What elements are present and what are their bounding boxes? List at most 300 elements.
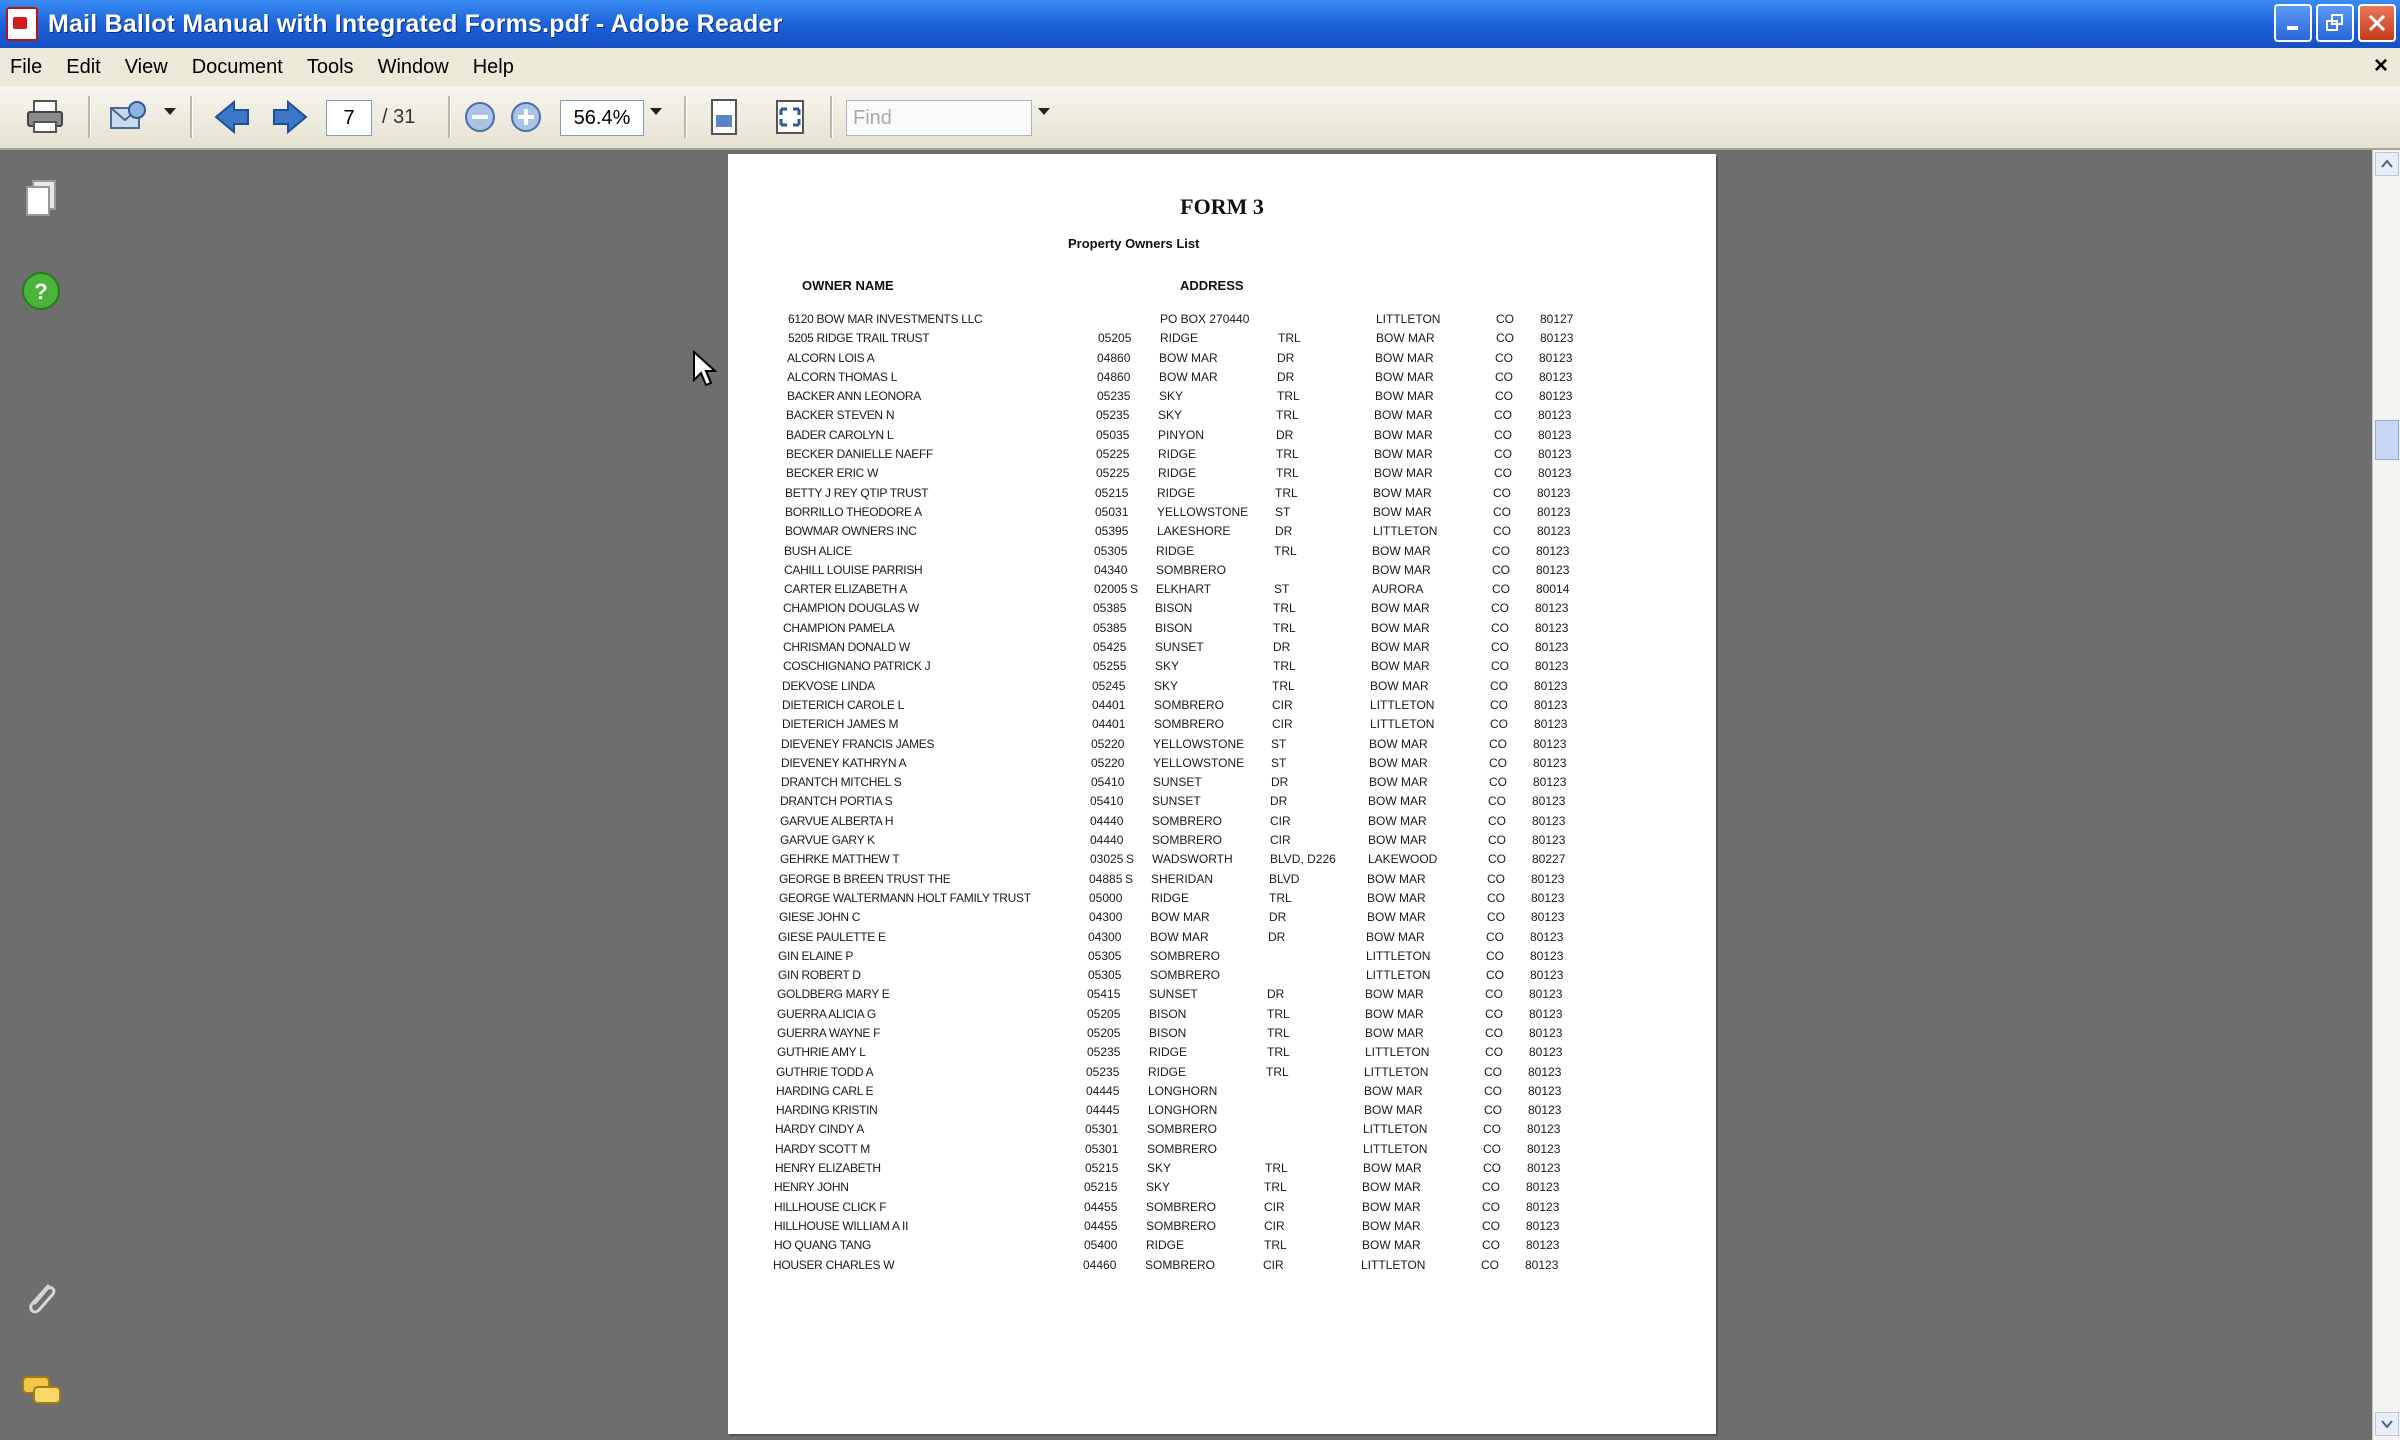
owner-sfx-cell: DR [1268, 929, 1286, 944]
owner-sfx-cell: ST [1271, 736, 1287, 751]
owner-sfx-cell: TRL [1264, 1238, 1287, 1253]
owner-name-cell: BOWMAR OWNERS INC [785, 524, 917, 539]
owner-st-cell: CO [1487, 871, 1505, 886]
owner-num-cell: 05235 [1097, 389, 1131, 404]
owner-st-cell: CO [1487, 910, 1505, 925]
owner-row [783, 621, 1688, 640]
owner-name-cell: GUERRA WAYNE F [777, 1025, 881, 1040]
owner-dir-cell: S [1125, 871, 1134, 886]
owner-sfx-cell: TRL [1274, 543, 1297, 558]
owner-street-cell: YELLOWSTONE [1153, 755, 1245, 770]
owner-row [781, 756, 1688, 775]
owner-name-cell: GIN ELAINE P [778, 948, 854, 963]
owner-st-cell: CO [1493, 524, 1511, 539]
owner-street-cell: LONGHORN [1148, 1103, 1218, 1118]
owner-street-cell: SOMBRERO [1156, 562, 1227, 577]
owner-street-cell: SOMBRERO [1146, 1199, 1217, 1214]
toolbar-separator [684, 96, 687, 138]
owner-city-cell: BOW MAR [1374, 408, 1433, 423]
toolbar-separator [88, 96, 91, 138]
owner-row [785, 524, 1688, 543]
owner-city-cell: BOW MAR [1365, 1006, 1424, 1021]
owner-num-cell: 03025 [1090, 852, 1124, 867]
owner-sfx-cell: ST [1275, 504, 1291, 519]
fit-width-button[interactable] [768, 96, 812, 138]
owner-street-cell: LAKESHORE [1157, 524, 1231, 539]
owner-zip-cell: 80123 [1539, 369, 1573, 384]
owner-st-cell: CO [1490, 678, 1508, 693]
zoom-in-button[interactable] [506, 96, 546, 138]
next-page-icon [270, 98, 310, 136]
pages-panel-button[interactable] [20, 178, 62, 220]
owner-row [786, 428, 1688, 447]
attachments-panel-button[interactable] [20, 1278, 62, 1320]
owner-zip-cell: 80123 [1537, 504, 1571, 519]
owner-st-cell: CO [1488, 794, 1506, 809]
owner-st-cell: CO [1489, 755, 1507, 770]
owner-st-cell: CO [1489, 775, 1507, 790]
owner-name-cell: GEHRKE MATTHEW T [780, 852, 900, 867]
owner-street-cell: SOMBRERO [1150, 968, 1221, 983]
owner-sfx-cell: BLVD [1269, 871, 1300, 886]
owner-sfx-cell: TRL [1276, 466, 1299, 481]
owner-row [776, 1103, 1688, 1122]
owner-row [783, 601, 1688, 620]
owner-street-cell: RIDGE [1148, 1064, 1187, 1079]
owner-street-cell: SOMBRERO [1145, 1257, 1216, 1272]
owner-zip-cell: 80123 [1536, 543, 1570, 558]
find-dropdown-arrow[interactable] [1038, 108, 1050, 115]
owner-name-cell: COSCHIGNANO PATRICK J [783, 659, 931, 674]
zoom-level-input[interactable]: 56.4% [560, 100, 644, 136]
owner-num-cell: 05400 [1084, 1238, 1118, 1253]
owner-zip-cell: 80123 [1537, 524, 1571, 539]
scroll-thumb[interactable] [2375, 420, 2399, 460]
owner-zip-cell: 80123 [1526, 1199, 1560, 1214]
vertical-scrollbar[interactable] [2372, 150, 2400, 1440]
owner-row [773, 1258, 1688, 1277]
owner-city-cell: BOW MAR [1368, 833, 1427, 848]
owner-street-cell: BOW MAR [1159, 350, 1218, 365]
owner-sfx-cell: CIR [1270, 813, 1291, 828]
owner-st-cell: CO [1483, 1161, 1501, 1176]
owner-street-cell: YELLOWSTONE [1157, 504, 1249, 519]
help-panel-button[interactable] [20, 270, 62, 312]
owner-city-cell: BOW MAR [1375, 350, 1434, 365]
owner-num-cell: 04460 [1083, 1257, 1117, 1272]
owner-street-cell: RIDGE [1146, 1238, 1185, 1253]
owner-city-cell: BOW MAR [1362, 1199, 1421, 1214]
previous-page-button[interactable] [210, 96, 254, 138]
owner-st-cell: CO [1490, 697, 1508, 712]
owner-st-cell: CO [1496, 331, 1514, 346]
owner-num-cell: 04300 [1089, 910, 1123, 925]
owner-street-cell: WADSWORTH [1152, 852, 1233, 867]
owner-num-cell: 04401 [1092, 717, 1126, 732]
owner-st-cell: CO [1495, 389, 1513, 404]
owner-street-cell: BOW MAR [1159, 369, 1218, 384]
menu-file[interactable]: File [10, 55, 43, 78]
owner-name-cell: GIN ROBERT D [778, 968, 861, 983]
owner-zip-cell: 80123 [1530, 968, 1564, 983]
owner-city-cell: BOW MAR [1364, 1103, 1423, 1118]
owner-city-cell: BOW MAR [1371, 601, 1430, 616]
owner-num-cell: 04455 [1084, 1218, 1118, 1233]
owner-name-cell: BECKER DANIELLE NAEFF [786, 447, 934, 462]
owner-st-cell: CO [1494, 408, 1512, 423]
toolbar [0, 86, 2400, 150]
owner-num-cell: 04860 [1097, 350, 1131, 365]
minimize-button[interactable] [2274, 4, 2312, 42]
owner-st-cell: CO [1485, 1006, 1503, 1021]
owner-city-cell: LITTLETON [1365, 1045, 1430, 1060]
menu-document[interactable]: Document [191, 55, 283, 78]
owner-city-cell: BOW MAR [1373, 504, 1432, 519]
owner-num-cell: 05395 [1095, 524, 1129, 539]
owner-name-cell: HARDY CINDY A [775, 1122, 865, 1137]
close-button[interactable] [2358, 4, 2396, 42]
owner-num-cell: 04440 [1090, 833, 1124, 848]
owner-sfx-cell: BLVD, D226 [1270, 852, 1336, 867]
document-close-button[interactable]: × [2373, 52, 2388, 79]
owner-city-cell: AURORA [1372, 582, 1424, 597]
owner-name-cell: HENRY ELIZABETH [775, 1161, 881, 1176]
zoom-out-button[interactable] [460, 96, 500, 138]
zoom-in-icon [508, 99, 544, 135]
owner-row [786, 466, 1688, 485]
owner-st-cell: CO [1485, 1045, 1503, 1060]
zoom-out-icon [462, 99, 498, 135]
owner-sfx-cell: TRL [1267, 1006, 1290, 1021]
owner-row [780, 852, 1688, 871]
owner-st-cell: CO [1488, 833, 1506, 848]
owner-name-cell: BETTY J REY QTIP TRUST [785, 485, 929, 500]
owner-name-cell: DIEVENEY FRANCIS JAMES [781, 736, 935, 751]
owner-num-cell: 05220 [1091, 755, 1125, 770]
email-button[interactable] [106, 96, 154, 138]
owner-sfx-cell: TRL [1267, 1045, 1290, 1060]
owner-row [777, 987, 1688, 1006]
scroll-up-button[interactable] [2375, 152, 2399, 176]
page-number-input[interactable]: 7 [326, 100, 372, 136]
owner-num-cell: 04300 [1088, 929, 1122, 944]
prev-page-icon [212, 98, 252, 136]
owner-row [785, 486, 1688, 505]
owner-city-cell: BOW MAR [1367, 871, 1426, 886]
owner-zip-cell: 80123 [1533, 775, 1567, 790]
owner-street-cell: BISON [1155, 620, 1193, 635]
menu-bar [0, 48, 2400, 87]
owner-row [787, 389, 1688, 408]
owner-city-cell: LITTLETON [1370, 697, 1435, 712]
print-icon [24, 98, 66, 136]
owner-st-cell: CO [1491, 659, 1509, 674]
owner-city-cell: BOW MAR [1375, 389, 1434, 404]
owner-street-cell: SUNSET [1149, 987, 1198, 1002]
owner-sfx-cell: DR [1267, 987, 1285, 1002]
owner-row [784, 582, 1688, 601]
owner-zip-cell: 80123 [1538, 466, 1572, 481]
owner-sfx-cell: TRL [1273, 659, 1296, 674]
owner-city-cell: BOW MAR [1364, 1083, 1423, 1098]
owner-street-cell: RIDGE [1149, 1045, 1188, 1060]
navigation-panel [0, 150, 80, 1440]
owner-st-cell: CO [1486, 929, 1504, 944]
owner-row [775, 1161, 1688, 1180]
owner-row [788, 312, 1688, 331]
owner-zip-cell: 80123 [1528, 1083, 1562, 1098]
zoom-dropdown-arrow[interactable] [650, 108, 662, 115]
toolbar-separator [190, 96, 193, 138]
owner-num-cell: 02005 [1094, 582, 1128, 597]
owner-zip-cell: 80123 [1538, 408, 1572, 423]
menu-window[interactable]: Window [377, 55, 449, 78]
owner-name-cell: GEORGE B BREEN TRUST THE [779, 871, 951, 886]
owner-name-cell: HARDING CARL E [776, 1083, 874, 1098]
pages-icon [21, 178, 61, 220]
owner-street-cell: SOMBRERO [1147, 1141, 1218, 1156]
owner-row [775, 1122, 1688, 1141]
owner-st-cell: CO [1483, 1141, 1501, 1156]
owner-sfx-cell: TRL [1273, 601, 1296, 616]
owner-name-cell: GUTHRIE TODD A [776, 1064, 874, 1079]
print-button[interactable] [22, 96, 68, 138]
owner-city-cell: LITTLETON [1366, 948, 1431, 963]
owner-num-cell: 05225 [1096, 466, 1130, 481]
restore-button[interactable] [2316, 4, 2354, 42]
owner-street-cell: SUNSET [1155, 640, 1204, 655]
close-icon [2367, 13, 2387, 33]
menu-view[interactable]: View [124, 55, 168, 78]
owner-num-cell: 04860 [1097, 369, 1131, 384]
owner-row [788, 331, 1688, 350]
owner-name-cell: BECKER ERIC W [786, 466, 879, 481]
owner-street-cell: SUNSET [1153, 775, 1202, 790]
owner-city-cell: BOW MAR [1374, 466, 1433, 481]
owner-city-cell: BOW MAR [1372, 543, 1431, 558]
owner-st-cell: CO [1485, 1025, 1503, 1040]
owner-row [778, 930, 1688, 949]
owner-name-cell: DIETERICH CAROLE L [782, 697, 904, 712]
owner-zip-cell: 80123 [1535, 659, 1569, 674]
owner-zip-cell: 80123 [1532, 813, 1566, 828]
owner-num-cell: 05235 [1087, 1045, 1121, 1060]
owner-st-cell: CO [1495, 369, 1513, 384]
owner-city-cell: BOW MAR [1372, 562, 1431, 577]
owner-dir-cell: S [1130, 582, 1139, 597]
owner-zip-cell: 80123 [1527, 1141, 1561, 1156]
owner-row [777, 1045, 1688, 1064]
owner-st-cell: CO [1481, 1257, 1499, 1272]
owner-st-cell: CO [1491, 640, 1509, 655]
owner-st-cell: CO [1485, 987, 1503, 1002]
owner-name-cell: BACKER STEVEN N [786, 408, 895, 423]
owner-zip-cell: 80123 [1526, 1180, 1560, 1195]
owner-street-cell: SKY [1159, 389, 1184, 404]
owner-zip-cell: 80123 [1531, 871, 1565, 886]
owner-zip-cell: 80123 [1526, 1238, 1560, 1253]
owner-sfx-cell: DR [1273, 640, 1291, 655]
comments-icon [20, 1371, 62, 1411]
owner-name-cell: CHAMPION PAMELA [783, 620, 895, 635]
owner-num-cell: 05305 [1088, 968, 1122, 983]
owner-zip-cell: 80123 [1538, 427, 1572, 442]
owner-city-cell: BOW MAR [1374, 427, 1433, 442]
find-input[interactable]: Find [846, 100, 1032, 136]
owner-name-cell: GEORGE WALTERMANN HOLT FAMILY TRUST [779, 890, 1031, 905]
owner-name-cell: ALCORN LOIS A [787, 350, 875, 365]
comments-panel-button[interactable] [20, 1370, 62, 1412]
owner-st-cell: CO [1493, 504, 1511, 519]
owner-num-cell: 04401 [1092, 697, 1126, 712]
owner-name-cell: GUERRA ALICIA G [777, 1006, 876, 1021]
owner-num-cell: 04445 [1086, 1103, 1120, 1118]
owner-row [774, 1238, 1688, 1257]
owner-row [786, 447, 1688, 466]
minimize-icon [2284, 14, 2302, 32]
owner-row [777, 1026, 1688, 1045]
owner-st-cell: CO [1482, 1180, 1500, 1195]
owner-zip-cell: 80123 [1530, 948, 1564, 963]
menu-edit[interactable]: Edit [66, 55, 101, 78]
owner-row [778, 968, 1688, 987]
owner-num-cell: 04445 [1086, 1083, 1120, 1098]
next-page-button[interactable] [268, 96, 312, 138]
owner-st-cell: CO [1484, 1064, 1502, 1079]
fit-page-button[interactable] [702, 96, 746, 138]
owner-zip-cell: 80123 [1534, 717, 1568, 732]
owner-city-cell: BOW MAR [1367, 910, 1426, 925]
owner-sfx-cell: DR [1277, 350, 1295, 365]
owner-row [784, 563, 1688, 582]
owner-city-cell: BOW MAR [1367, 890, 1426, 905]
owner-row [774, 1219, 1688, 1238]
owner-city-cell: BOW MAR [1365, 1025, 1424, 1040]
owner-row [781, 737, 1688, 756]
owner-st-cell: CO [1486, 968, 1504, 983]
owner-row [775, 1142, 1688, 1161]
owner-st-cell: CO [1484, 1103, 1502, 1118]
menu-tools[interactable]: Tools [306, 55, 354, 78]
owner-num-cell: 04440 [1090, 813, 1124, 828]
owner-street-cell: YELLOWSTONE [1153, 736, 1245, 751]
owner-street-cell: RIDGE [1157, 485, 1196, 500]
owner-zip-cell: 80123 [1529, 1045, 1563, 1060]
address-header: ADDRESS [1180, 278, 1244, 293]
owner-street-cell: BOW MAR [1151, 910, 1210, 925]
owner-row [785, 505, 1688, 524]
owner-sfx-cell: TRL [1269, 890, 1292, 905]
owner-sfx-cell: TRL [1266, 1064, 1289, 1079]
owner-city-cell: BOW MAR [1362, 1180, 1421, 1195]
owner-name-cell: CHAMPION DOUGLAS W [783, 601, 919, 616]
toolbar-separator [830, 96, 833, 138]
owner-row [779, 872, 1688, 891]
owner-street-cell: RIDGE [1156, 543, 1195, 558]
menu-help[interactable]: Help [472, 55, 514, 78]
owner-street-cell: BISON [1149, 1025, 1187, 1040]
owner-zip-cell: 80123 [1529, 987, 1563, 1002]
owner-row [776, 1065, 1688, 1084]
owner-sfx-cell: TRL [1265, 1161, 1288, 1176]
owner-row [782, 717, 1688, 736]
owner-sfx-cell: TRL [1275, 485, 1298, 500]
owner-zip-cell: 80123 [1537, 485, 1571, 500]
owner-city-cell: BOW MAR [1368, 813, 1427, 828]
owner-city-cell: LITTLETON [1366, 968, 1431, 983]
owner-st-cell: CO [1492, 582, 1510, 597]
owner-street-cell: SKY [1146, 1180, 1171, 1195]
owner-row [779, 910, 1688, 929]
owner-sfx-cell: TRL [1273, 620, 1296, 635]
owner-city-cell: BOW MAR [1371, 659, 1430, 674]
owner-st-cell: CO [1489, 736, 1507, 751]
owner-name-cell: GIESE JOHN C [779, 910, 861, 925]
owner-num-cell: 05305 [1088, 948, 1122, 963]
owner-dir-cell: S [1126, 852, 1135, 867]
email-dropdown-arrow[interactable] [164, 108, 176, 115]
owner-row [781, 775, 1688, 794]
owner-num-cell: 05215 [1084, 1180, 1118, 1195]
owner-sfx-cell: TRL [1272, 678, 1295, 693]
owner-num-cell: 05235 [1086, 1064, 1120, 1079]
owner-st-cell: CO [1491, 620, 1509, 635]
owner-name-cell: CAHILL LOUISE PARRISH [784, 562, 923, 577]
owner-num-cell: 05220 [1091, 736, 1125, 751]
owner-name-cell: HILLHOUSE CLICK F [774, 1199, 887, 1214]
owner-street-cell: SHERIDAN [1151, 871, 1214, 886]
owner-street-cell: SUNSET [1152, 794, 1201, 809]
owner-name-cell: GARVUE ALBERTA H [780, 813, 894, 828]
owner-name-cell: GOLDBERG MARY E [777, 987, 890, 1002]
owner-st-cell: CO [1488, 813, 1506, 828]
owner-name-cell: GIESE PAULETTE E [778, 929, 886, 944]
email-icon [107, 98, 153, 136]
owner-sfx-cell: ST [1271, 755, 1287, 770]
owner-zip-cell: 80123 [1534, 678, 1568, 693]
owner-num-cell: 05205 [1087, 1006, 1121, 1021]
owner-zip-cell: 80123 [1531, 890, 1565, 905]
owner-st-cell: CO [1486, 948, 1504, 963]
owner-st-cell: CO [1494, 447, 1512, 462]
owner-row [784, 544, 1688, 563]
owner-zip-cell: 80123 [1535, 601, 1569, 616]
owner-city-cell: BOW MAR [1376, 331, 1435, 346]
owner-num-cell: 05215 [1095, 485, 1129, 500]
owner-name-cell: DIETERICH JAMES M [782, 717, 899, 732]
owner-st-cell: CO [1488, 852, 1506, 867]
owner-row [786, 408, 1688, 427]
owner-sfx-cell: CIR [1272, 697, 1293, 712]
owner-row [783, 659, 1688, 678]
owner-num-cell: 05305 [1094, 543, 1128, 558]
owner-zip-cell: 80123 [1532, 794, 1566, 809]
owner-street-cell: PO BOX 270440 [1160, 312, 1250, 326]
help-icon [20, 270, 62, 312]
scroll-down-button[interactable] [2375, 1412, 2399, 1436]
owner-sfx-cell: ST [1274, 582, 1290, 597]
owner-num-cell: 05245 [1092, 678, 1126, 693]
owner-sfx-cell: CIR [1263, 1257, 1284, 1272]
owner-sfx-cell: DR [1275, 524, 1293, 539]
owner-city-cell: BOW MAR [1373, 485, 1432, 500]
owner-city-cell: BOW MAR [1375, 369, 1434, 384]
owner-num-cell: 05425 [1093, 640, 1127, 655]
title-bar [0, 0, 2400, 48]
owner-sfx-cell: TRL [1276, 447, 1299, 462]
owner-num-cell: 05415 [1087, 987, 1121, 1002]
owner-zip-cell: 80014 [1536, 582, 1570, 597]
